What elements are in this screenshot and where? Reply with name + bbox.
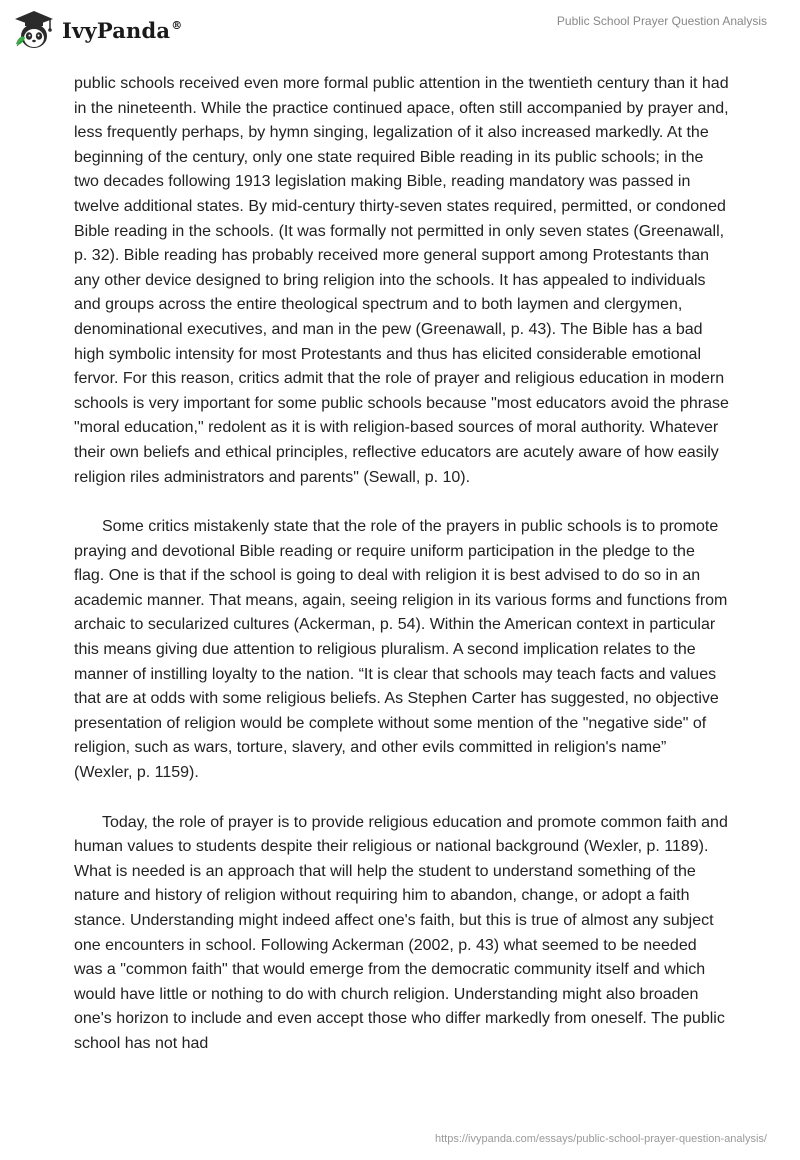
panda-graduate-icon	[12, 8, 56, 52]
essay-paragraph: public schools received even more formal public attention in the twentieth century than it had in the nineteenth. While the practice continued apace, often still accompanied by prayer and, less frequently perhaps, by hymn singing, legalization of it also increased markedly. At the beginning of the century, only one state required Bible reading in its public schools; in the two decades following 1913 legislation making Bible, reading mandatory was passed in twelve additional states. By mid-century thirty-seven states required, permitted, or condoned Bible reading in the schools. (It was formally not permitted in only seven states (Greenawall, p. 32). Bible reading has probably received more general support among Protestants than any other device designed to bring religion into the schools. It has appealed to individuals and groups across the entire theological spectrum and to both laymen and clergymen, denominational executives, and man in the pew (Greenawall, p. 43). The Bible has a bad high symbolic intensity for most Protestants and thus has elicited considerable emotional fervor. For this reason, critics admit that the role of prayer and religious education in modern schools is very important for some public schools because "most educators avoid the phrase "moral education," redolent as it is with religion-based sources of moral authority. Whatever their own beliefs and ethical principles, reflective educators are acutely aware of how easily religion riles administrators and parents" (Sewall, p. 10).	[74, 75, 729, 486]
document-title: Public School Prayer Question Analysis	[556, 14, 767, 28]
brand-logo[interactable]	[12, 8, 182, 52]
essay-paragraph: Some critics mistakenly state that the role of the prayers in public schools is to promote praying and devotional Bible reading or require uniform participation in the pledge to the flag. One is that if the school is going to deal with religion it is best advised to do so in an academic manner. That means, again, seeing religion in its various forms and functions from archaic to secularized cultures (Ackerman, p. 54). Within the American context in particular this means giving due attention to religious pluralism. A second implication relates to the manner of instilling loyalty to the nation. “It is clear that schools may teach facts and values that are at odds with some religious beliefs. As Stephen Carter has suggested, no objective presentation of religion would be complete without some mention of the "negative side" of religion, such as wars, torture, slavery, and other evils committed in religion's name” (Wexler, p. 1159).	[74, 518, 728, 782]
trademark-symbol: ®	[171, 18, 183, 32]
essay-body	[74, 72, 729, 1082]
brand-name: IvyPanda®	[62, 17, 183, 43]
page-header	[0, 0, 800, 62]
source-url[interactable]: https://ivypanda.com/essays/public-school-prayer-question-analysis/	[435, 1133, 767, 1145]
essay-paragraph: Today, the role of prayer is to provide religious education and promote common faith and human values to students despite their religious or national background (Wexler, p. 1189). What is needed is an approach that will help the student to understand something of the nature and history of religion without requiring him to abandon, change, or adopt a faith stance. Understanding might indeed affect one's faith, but this is true of almost any subject one encounters in school. Following Ackerman (2002, p. 43) what seemed to be needed was a "common faith" that would emerge from the democratic community itself and which would have little or nothing to do with church religion. Understanding might also broaden one's horizon to include and even accept those who differ markedly from oneself. The public school has not had	[74, 813, 728, 1052]
